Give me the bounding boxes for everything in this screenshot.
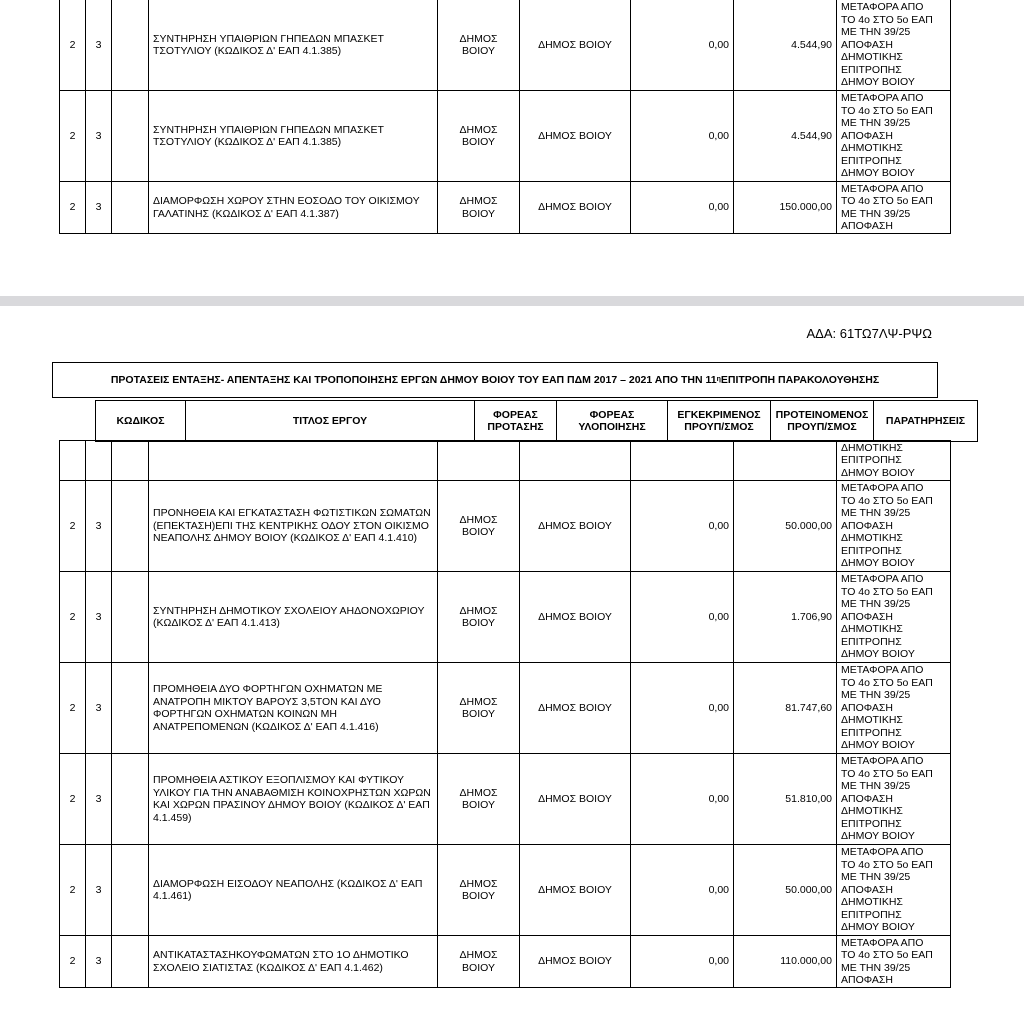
table-row [60, 91, 951, 182]
notes-line: ΜΕΤΑΦΟΡΑ ΑΠΟ [841, 1, 924, 14]
notes-cell [837, 182, 951, 234]
proposed-budget-cell: 1.706,90 [734, 572, 837, 663]
implementer-cell: ΔΗΜΟΣ ΒΟΙΟΥ [520, 182, 631, 234]
notes-line: ΤΟ 4ο ΣΤΟ 5ο ΕΑΠ [841, 949, 933, 961]
notes-line: ΔΗΜΟΥ ΒΟΙΟΥ [841, 76, 915, 89]
notes-line: ΑΠΟΦΑΣΗ [841, 974, 893, 986]
ada-code: ΑΔΑ: 61ΤΩ7ΛΨ-ΡΨΩ [806, 326, 932, 341]
code-group-cell: 2 [60, 754, 86, 845]
project-title-cell: ΣΥΝΤΗΡΗΣΗ ΔΗΜΟΤΙΚΟΥ ΣΧΟΛΕΙΟΥ ΑΗΔΟΝΟΧΩΡΙΟΥ (ΚΩΔΙΚΟΣ Δ' ΕΑΠ 4.1.413) [149, 572, 438, 663]
implementer-cell [520, 441, 631, 481]
notes-line: ΤΟ 4ο ΣΤΟ 5ο ΕΑΠ [841, 767, 933, 780]
proposed-budget-cell: 51.810,00 [734, 754, 837, 845]
code-extra-cell [112, 481, 149, 572]
code-group-cell: 2 [60, 481, 86, 572]
notes-line: ΕΠΙΤΡΟΠΗΣ [841, 454, 902, 467]
proposed-budget-cell: 50.000,00 [734, 845, 837, 936]
approved-budget-cell: 0,00 [631, 481, 734, 572]
table-row [60, 182, 951, 234]
notes-cell [837, 572, 951, 663]
notes-line: ΜΕ ΤΗΝ 39/25 [841, 26, 911, 39]
notes-line: ΤΟ 4ο ΣΤΟ 5ο ΕΑΠ [841, 494, 933, 507]
project-title-cell: ΑΝΤΙΚΑΤΑΣΤΑΣΗΚΟΥΦΩΜΑΤΩΝ ΣΤΟ 1Ο ΔΗΜΟΤΙΚΟ ΣΧΟΛΕΙΟ ΣΙΑΤΙΣΤΑΣ (ΚΩΔΙΚΟΣ Δ' ΕΑΠ 4.1.462) [149, 936, 438, 988]
project-title-cell: ΔΙΑΜΟΡΦΩΣΗ ΕΙΣΟΔΟΥ ΝΕΑΠΟΛΗΣ (ΚΩΔΙΚΟΣ Δ' ΕΑΠ 4.1.461) [149, 845, 438, 936]
projects-table-bottom [59, 440, 951, 988]
notes-line: ΔΗΜΟΥ ΒΟΙΟΥ [841, 921, 915, 934]
approved-budget-cell: 0,00 [631, 936, 734, 988]
notes-line: ΔΗΜΟΤΙΚΗΣ [841, 142, 903, 155]
table-row [60, 572, 951, 663]
implementer-cell: ΔΗΜΟΣ ΒΟΙΟΥ [520, 845, 631, 936]
notes-line: ΑΠΟΦΑΣΗ [841, 610, 893, 623]
project-title-cell: ΔΙΑΜΟΡΦΩΣΗ ΧΩΡΟΥ ΣΤΗΝ ΕΟΣΟΔΟ ΤΟΥ ΟΙΚΙΣΜΟΥ ΓΑΛΑΤΙΝΗΣ (ΚΩΔΙΚΟΣ Δ' ΕΑΠ 4.1.387) [149, 182, 438, 234]
page-separator [0, 296, 1024, 306]
approved-budget-cell: 0,00 [631, 845, 734, 936]
projects-table-top [59, 0, 951, 234]
code-extra-cell [112, 663, 149, 754]
notes-line: ΔΗΜΟΤΙΚΗΣ [841, 532, 903, 545]
table-row [60, 754, 951, 845]
notes-line: ΤΟ 4ο ΣΤΟ 5ο ΕΑΠ [841, 195, 933, 207]
implementer-cell: ΔΗΜΟΣ ΒΟΙΟΥ [520, 663, 631, 754]
approved-budget-cell: 0,00 [631, 0, 734, 91]
notes-line: ΜΕ ΤΗΝ 39/25 [841, 207, 911, 220]
code-extra-cell [112, 441, 149, 481]
project-title-cell: ΠΡΟΝΗΘΕΙΑ ΚΑΙ ΕΓΚΑΤΑΣΤΑΣΗ ΦΩΤΙΣΤΙΚΩΝ ΣΩΜΑΤΩΝ (ΕΠΕΚΤΑΣΗ)ΕΠΙ ΤΗΣ ΚΕΝΤΡΙΚΗΣ ΟΔΟΥ ΣΤΟΝ ΟΙΚΙΣΜΟ ΝΕΑΠΟΛΗΣ ΔΗΜΟΥ ΒΟΙΟΥ (ΚΩΔΙΚΟΣ Δ' ΕΑΠ 4.1.410) [149, 481, 438, 572]
code-extra-cell [112, 0, 149, 91]
project-title-cell: ΠΡΟΜΗΘΕΙΑ ΑΣΤΙΚΟΥ ΕΞΟΠΛΙΣΜΟΥ ΚΑΙ ΦΥΤΙΚΟΥ ΥΛΙΚΟΥ ΓΙΑ ΤΗΝ ΑΝΑΒΑΘΜΙΣΗ ΚΟΙΝΟΧΡΗΣΤΩΝ ΧΩΡΩΝ ΚΑΙ ΧΩΡΩΝ ΠΡΑΣΙΝΟΥ ΔΗΜΟΥ ΒΟΙΟΥ (ΚΩΔΙΚΟΣ Δ' ΕΑΠ 4.1.459) [149, 754, 438, 845]
notes-line: ΜΕΤΑΦΟΡΑ ΑΠΟ [841, 482, 924, 495]
project-title-cell: ΣΥΝΤΗΡΗΣΗ ΥΠΑΙΘΡΙΩΝ ΓΗΠΕΔΩΝ ΜΠΑΣΚΕΤ ΤΣΟΤΥΛΙΟΥ (ΚΩΔΙΚΟΣ Δ' ΕΑΠ 4.1.385) [149, 91, 438, 182]
notes-cell [837, 0, 951, 91]
header-notes: ΠΑΡΑΤΗΡΗΣΕΙΣ [874, 401, 978, 442]
code-extra-cell [112, 572, 149, 663]
notes-line: ΑΠΟΦΑΣΗ [841, 792, 893, 805]
notes-line: ΕΠΙΤΡΟΠΗΣ [841, 154, 902, 167]
table-title: ΠΡΟΤΑΣΕΙΣ ΕΝΤΑΞΗΣ- ΑΠΕΝΤΑΞΗΣ ΚΑΙ ΤΡΟΠΟΠΟΙΗΣΗΣ ΕΡΓΩΝ ΔΗΜΟΥ ΒΟΙΟΥ ΤΟΥ ΕΑΠ ΠΔΜ 2017 – 2021 ΑΠΟ ΤΗΝ 11 η ΕΠΙΤΡΟΠΗ ΠΑΡΑΚΟΛΟΥΘΗΣΗΣ [52, 362, 938, 398]
table-row [60, 845, 951, 936]
proposed-budget-cell: 50.000,00 [734, 481, 837, 572]
code-sub-cell: 3 [86, 182, 112, 234]
header-proposed: ΠΡΟΤΕΙΝΟΜΕΝΟΣ ΠΡΟΥΠ/ΣΜΟΣ [771, 401, 874, 442]
implementer-cell: ΔΗΜΟΣ ΒΟΙΟΥ [520, 0, 631, 91]
notes-line: ΑΠΟΦΑΣΗ [841, 519, 893, 532]
notes-line: ΜΕ ΤΗΝ 39/25 [841, 780, 911, 793]
code-group-cell: 2 [60, 936, 86, 988]
approved-budget-cell: 0,00 [631, 182, 734, 234]
notes-line: ΜΕ ΤΗΝ 39/25 [841, 961, 911, 974]
code-sub-cell: 3 [86, 572, 112, 663]
code-sub-cell: 3 [86, 845, 112, 936]
proposed-budget-cell: 4.544,90 [734, 0, 837, 91]
notes-line: ΑΠΟΦΑΣΗ [841, 38, 893, 51]
notes-line: ΔΗΜΟΥ ΒΟΙΟΥ [841, 167, 915, 180]
implementer-cell: ΔΗΜΟΣ ΒΟΙΟΥ [520, 754, 631, 845]
notes-line: ΜΕΤΑΦΟΡΑ ΑΠΟ [841, 573, 924, 586]
notes-line: ΤΟ 4ο ΣΤΟ 5ο ΕΑΠ [841, 585, 933, 598]
code-sub-cell: 3 [86, 481, 112, 572]
column-headers [95, 400, 978, 442]
notes-line: ΔΗΜΟΤΙΚΗΣ [841, 896, 903, 909]
code-extra-cell [112, 91, 149, 182]
proposer-cell: ΔΗΜΟΣ ΒΟΙΟΥ [438, 481, 520, 572]
proposer-cell: ΔΗΜΟΣ ΒΟΙΟΥ [438, 663, 520, 754]
notes-line: ΜΕΤΑΦΟΡΑ ΑΠΟ [841, 846, 924, 859]
code-extra-cell [112, 936, 149, 988]
table-row [60, 441, 951, 481]
code-group-cell: 2 [60, 572, 86, 663]
project-title-cell: ΠΡΟΜΗΘΕΙΑ ΔΥΟ ΦΟΡΤΗΓΩΝ ΟΧΗΜΑΤΩΝ ΜΕ ΑΝΑΤΡΟΠΗ ΜΙΚΤΟΥ ΒΑΡΟΥΣ 3,5ΤΟΝ ΚΑΙ ΔΥΟ ΦΟΡΤΗΓΩΝ ΟΧΗΜΑΤΩΝ ΚΟΙΝΩΝ ΜΗ ΑΝΑΤΡΕΠΟΜΕΝΩΝ (ΚΩΔΙΚΟΣ Δ' ΕΑΠ 4.1.416) [149, 663, 438, 754]
code-sub-cell: 3 [86, 663, 112, 754]
page-top [0, 0, 1024, 296]
notes-line: ΕΠΙΤΡΟΠΗΣ [841, 544, 902, 557]
notes-line: ΑΠΟΦΑΣΗ [841, 220, 893, 232]
table-title-tail: ΕΠΙΤΡΟΠΗ ΠΑΡΑΚΟΛΟΥΘΗΣΗΣ [720, 374, 880, 386]
table-row [60, 663, 951, 754]
notes-line: ΤΟ 4ο ΣΤΟ 5ο ΕΑΠ [841, 858, 933, 871]
code-group-cell: 2 [60, 182, 86, 234]
notes-cell [837, 936, 951, 988]
code-extra-cell [112, 182, 149, 234]
proposer-cell: ΔΗΜΟΣ ΒΟΙΟΥ [438, 754, 520, 845]
notes-line: ΜΕ ΤΗΝ 39/25 [841, 598, 911, 611]
code-extra-cell [112, 845, 149, 936]
code-sub-cell: 3 [86, 936, 112, 988]
page-bottom [0, 306, 1024, 1020]
approved-budget-cell: 0,00 [631, 754, 734, 845]
approved-budget-cell: 0,00 [631, 572, 734, 663]
proposer-cell: ΔΗΜΟΣ ΒΟΙΟΥ [438, 182, 520, 234]
notes-line: ΜΕ ΤΗΝ 39/25 [841, 117, 911, 130]
implementer-cell: ΔΗΜΟΣ ΒΟΙΟΥ [520, 91, 631, 182]
notes-line: ΜΕΤΑΦΟΡΑ ΑΠΟ [841, 664, 924, 677]
notes-line: ΑΠΟΦΑΣΗ [841, 129, 893, 142]
notes-line: ΕΠΙΤΡΟΠΗΣ [841, 63, 902, 76]
header-code: ΚΩΔΙΚΟΣ [96, 401, 186, 442]
notes-line: ΑΠΟΦΑΣΗ [841, 883, 893, 896]
proposer-cell: ΔΗΜΟΣ ΒΟΙΟΥ [438, 0, 520, 91]
notes-line: ΜΕ ΤΗΝ 39/25 [841, 689, 911, 702]
header-implementer: ΦΟΡΕΑΣ ΥΛΟΠΟΙΗΣΗΣ [557, 401, 668, 442]
code-extra-cell [112, 754, 149, 845]
proposed-budget-cell: 81.747,60 [734, 663, 837, 754]
notes-line: ΔΗΜΟΥ ΒΟΙΟΥ [841, 466, 915, 479]
notes-line: ΔΗΜΟΥ ΒΟΙΟΥ [841, 557, 915, 570]
code-sub-cell: 3 [86, 91, 112, 182]
notes-cell [837, 663, 951, 754]
code-group-cell: 2 [60, 663, 86, 754]
notes-line: ΕΠΙΤΡΟΠΗΣ [841, 726, 902, 739]
notes-line: ΕΠΙΤΡΟΠΗΣ [841, 817, 902, 830]
proposer-cell: ΔΗΜΟΣ ΒΟΙΟΥ [438, 936, 520, 988]
code-group-cell: 2 [60, 91, 86, 182]
notes-line: ΜΕ ΤΗΝ 39/25 [841, 507, 911, 520]
proposed-budget-cell [734, 441, 837, 481]
notes-cell [837, 91, 951, 182]
proposer-cell: ΔΗΜΟΣ ΒΟΙΟΥ [438, 572, 520, 663]
approved-budget-cell [631, 441, 734, 481]
notes-line: ΔΗΜΟΤΙΚΗΣ [841, 714, 903, 727]
notes-line: ΤΟ 4ο ΣΤΟ 5ο ΕΑΠ [841, 104, 933, 117]
notes-line: ΜΕΤΑΦΟΡΑ ΑΠΟ [841, 92, 924, 105]
notes-line: ΕΠΙΤΡΟΠΗΣ [841, 908, 902, 921]
project-title-cell: ΣΥΝΤΗΡΗΣΗ ΥΠΑΙΘΡΙΩΝ ΓΗΠΕΔΩΝ ΜΠΑΣΚΕΤ ΤΣΟΤΥΛΙΟΥ (ΚΩΔΙΚΟΣ Δ' ΕΑΠ 4.1.385) [149, 0, 438, 91]
approved-budget-cell: 0,00 [631, 663, 734, 754]
code-sub-cell: 3 [86, 0, 112, 91]
notes-line: ΔΗΜΟΤΙΚΗΣ [841, 623, 903, 636]
notes-line: ΤΟ 4ο ΣΤΟ 5ο ΕΑΠ [841, 13, 933, 26]
proposer-cell: ΔΗΜΟΣ ΒΟΙΟΥ [438, 845, 520, 936]
proposer-cell: ΔΗΜΟΣ ΒΟΙΟΥ [438, 91, 520, 182]
notes-line: ΕΠΙΤΡΟΠΗΣ [841, 635, 902, 648]
table-row [60, 481, 951, 572]
project-title-cell [149, 441, 438, 481]
notes-cell [837, 845, 951, 936]
header-proposer: ΦΟΡΕΑΣ ΠΡΟΤΑΣΗΣ [475, 401, 557, 442]
header-title: ΤΙΤΛΟΣ ΕΡΓΟΥ [186, 401, 475, 442]
code-group-cell: 2 [60, 845, 86, 936]
proposer-cell [438, 441, 520, 481]
notes-line: ΔΗΜΟΥ ΒΟΙΟΥ [841, 648, 915, 661]
notes-line: ΑΠΟΦΑΣΗ [841, 701, 893, 714]
notes-cell [837, 441, 951, 481]
table-row [60, 0, 951, 91]
notes-line: ΔΗΜΟΤΙΚΗΣ [841, 441, 903, 454]
notes-line: ΔΗΜΟΥ ΒΟΙΟΥ [841, 739, 915, 752]
notes-line: ΜΕ ΤΗΝ 39/25 [841, 871, 911, 884]
notes-line: ΜΕΤΑΦΟΡΑ ΑΠΟ [841, 182, 924, 195]
notes-line: ΜΕΤΑΦΟΡΑ ΑΠΟ [841, 755, 924, 768]
proposed-budget-cell: 4.544,90 [734, 91, 837, 182]
notes-line: ΔΗΜΟΤΙΚΗΣ [841, 51, 903, 64]
code-sub-cell: 3 [86, 754, 112, 845]
proposed-budget-cell: 110.000,00 [734, 936, 837, 988]
notes-cell [837, 754, 951, 845]
code-group-cell: 2 [60, 0, 86, 91]
notes-line: ΜΕΤΑΦΟΡΑ ΑΠΟ [841, 936, 924, 949]
proposed-budget-cell: 150.000,00 [734, 182, 837, 234]
table-title-main: ΠΡΟΤΑΣΕΙΣ ΕΝΤΑΞΗΣ- ΑΠΕΝΤΑΞΗΣ ΚΑΙ ΤΡΟΠΟΠΟΙΗΣΗΣ ΕΡΓΩΝ ΔΗΜΟΥ ΒΟΙΟΥ ΤΟΥ ΕΑΠ ΠΔΜ 2017 – 2021 ΑΠΟ ΤΗΝ 11 [110, 374, 717, 386]
notes-line: ΔΗΜΟΥ ΒΟΙΟΥ [841, 830, 915, 843]
notes-cell [837, 481, 951, 572]
code-sub-cell [86, 441, 112, 481]
approved-budget-cell: 0,00 [631, 91, 734, 182]
notes-line: ΤΟ 4ο ΣΤΟ 5ο ΕΑΠ [841, 676, 933, 689]
implementer-cell: ΔΗΜΟΣ ΒΟΙΟΥ [520, 481, 631, 572]
code-group-cell [60, 441, 86, 481]
table-row [60, 936, 951, 988]
implementer-cell: ΔΗΜΟΣ ΒΟΙΟΥ [520, 572, 631, 663]
header-approved: ΕΓΚΕΚΡΙΜΕΝΟΣ ΠΡΟΥΠ/ΣΜΟΣ [668, 401, 771, 442]
implementer-cell: ΔΗΜΟΣ ΒΟΙΟΥ [520, 936, 631, 988]
notes-line: ΔΗΜΟΤΙΚΗΣ [841, 805, 903, 818]
